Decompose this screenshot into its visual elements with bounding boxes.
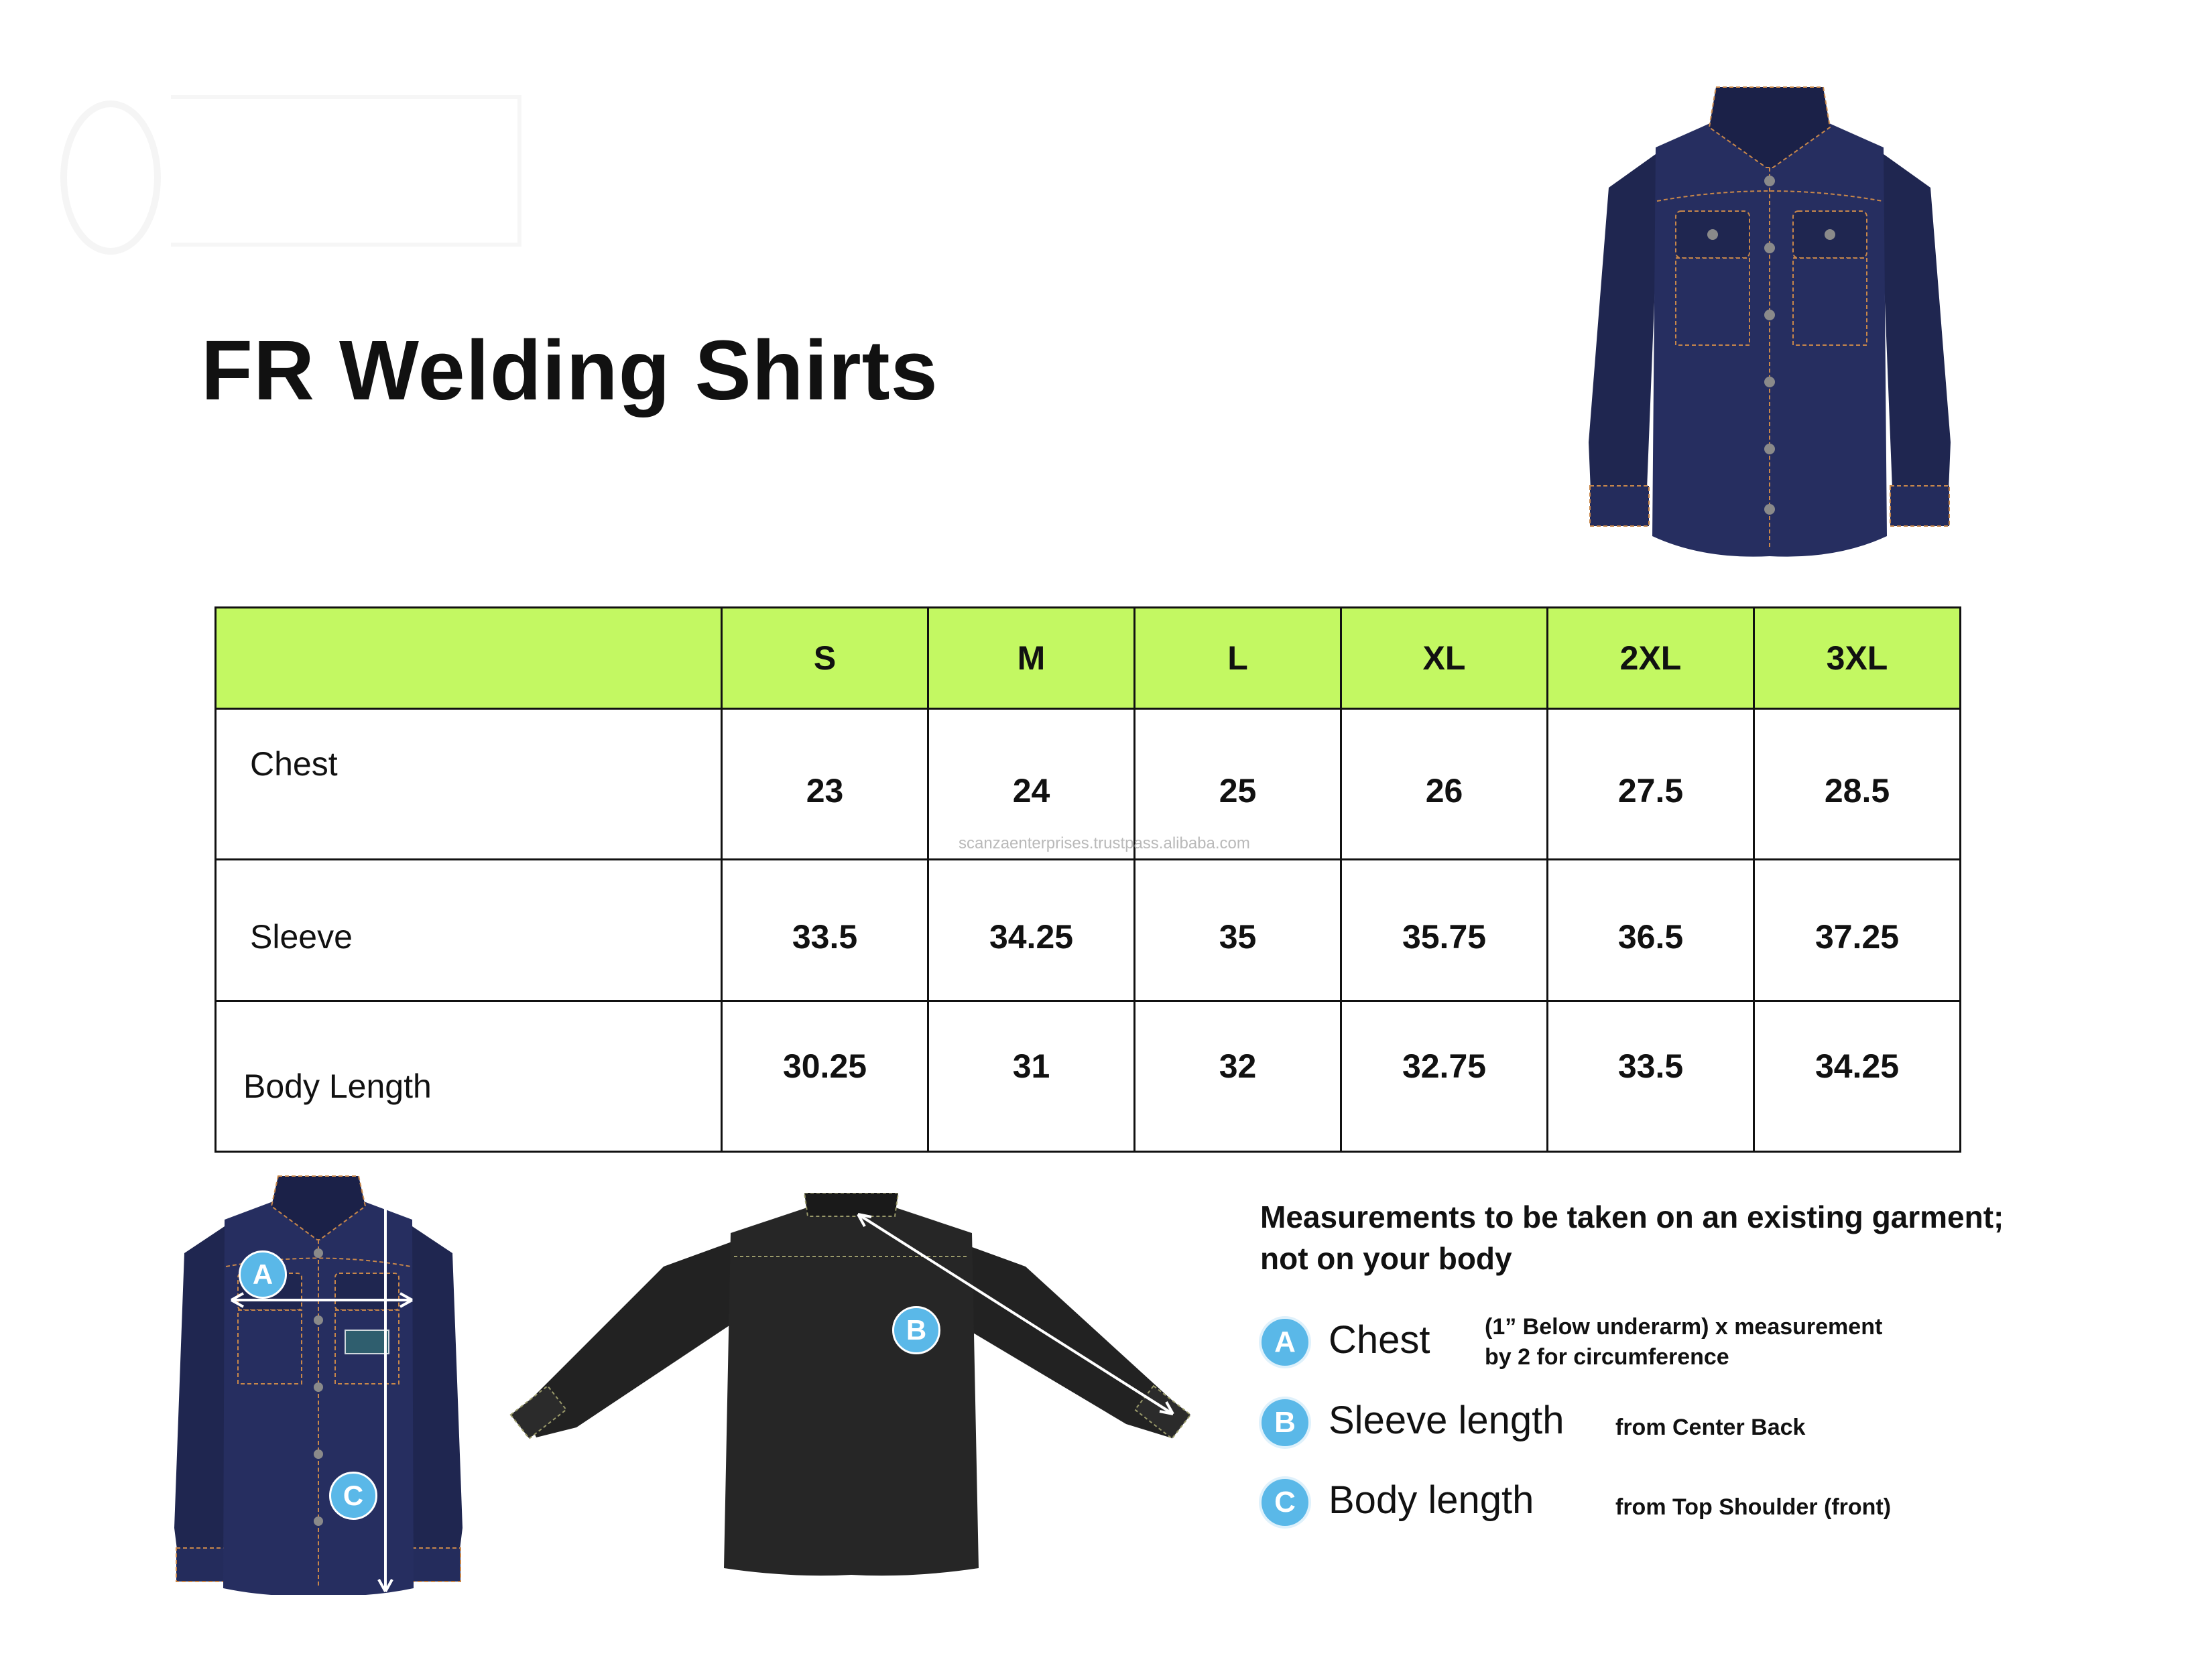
size-header: 2XL	[1548, 608, 1754, 709]
table-corner-cell	[216, 608, 722, 709]
note-term-body-length: Body length	[1329, 1478, 1534, 1522]
note-heading-line-2: not on your body	[1260, 1241, 1512, 1276]
table-cell: 24	[928, 709, 1135, 860]
size-chart-table	[214, 606, 1961, 1153]
table-cell: 32	[1135, 1001, 1341, 1152]
table-header-row	[216, 608, 1961, 709]
table-cell: 28.5	[1754, 709, 1961, 860]
table-cell: 32.75	[1341, 1001, 1548, 1152]
measurement-note-heading	[1260, 1196, 2145, 1279]
table-cell: 34.25	[1754, 1001, 1961, 1152]
table-cell: 31	[928, 1001, 1135, 1152]
table-cell: 35	[1135, 860, 1341, 1001]
size-header: 3XL	[1754, 608, 1961, 709]
table-cell: 26	[1341, 709, 1548, 860]
size-header: L	[1135, 608, 1341, 709]
size-header: M	[928, 608, 1135, 709]
shirt-front-measure-image	[171, 1166, 466, 1595]
table-cell: 34.25	[928, 860, 1135, 1001]
table-cell: 33.5	[722, 860, 928, 1001]
table-cell: 23	[722, 709, 928, 860]
note-term-chest: Chest	[1329, 1318, 1430, 1362]
table-row	[216, 1001, 1961, 1152]
shirt-front-image	[1582, 67, 1957, 563]
row-label-chest: Chest	[216, 709, 722, 860]
table-cell: 37.25	[1754, 860, 1961, 1001]
annotation-badge-a: A	[239, 1250, 287, 1299]
table-row	[216, 860, 1961, 1001]
table-cell: 35.75	[1341, 860, 1548, 1001]
row-label-sleeve: Sleeve	[216, 860, 722, 1001]
table-cell: 33.5	[1548, 1001, 1754, 1152]
annotation-badge-c: C	[329, 1472, 377, 1520]
page-title: FR Welding Shirts	[201, 323, 938, 417]
table-cell: 27.5	[1548, 709, 1754, 860]
table-cell: 30.25	[722, 1001, 928, 1152]
size-header: S	[722, 608, 928, 709]
size-header: XL	[1341, 608, 1548, 709]
note-badge-a: A	[1262, 1319, 1308, 1366]
table-cell: 36.5	[1548, 860, 1754, 1001]
ghost-logo-image	[37, 70, 546, 285]
note-desc-sleeve-length: from Center Back	[1615, 1415, 1806, 1440]
annotation-badge-b: B	[892, 1306, 940, 1354]
note-desc-body-length: from Top Shoulder (front)	[1615, 1494, 1892, 1520]
row-label-body-length: Body Length	[216, 1001, 722, 1152]
shirt-back-measure-image	[509, 1193, 1193, 1582]
watermark-text: scanzaenterprises.trustpass.alibaba.com	[959, 834, 1250, 852]
note-badge-c: C	[1262, 1479, 1308, 1526]
note-desc-chest-line-1: (1” Below underarm) x measurement	[1485, 1314, 1883, 1340]
note-desc-chest-line-2: by 2 for circumference	[1485, 1344, 1729, 1370]
note-badge-b: B	[1262, 1399, 1308, 1446]
note-desc-chest	[1485, 1312, 1882, 1372]
note-heading-line-1: Measurements to be taken on an existing garment;	[1260, 1200, 2004, 1234]
table-cell: 25	[1135, 709, 1341, 860]
note-term-sleeve-length: Sleeve length	[1329, 1399, 1564, 1442]
